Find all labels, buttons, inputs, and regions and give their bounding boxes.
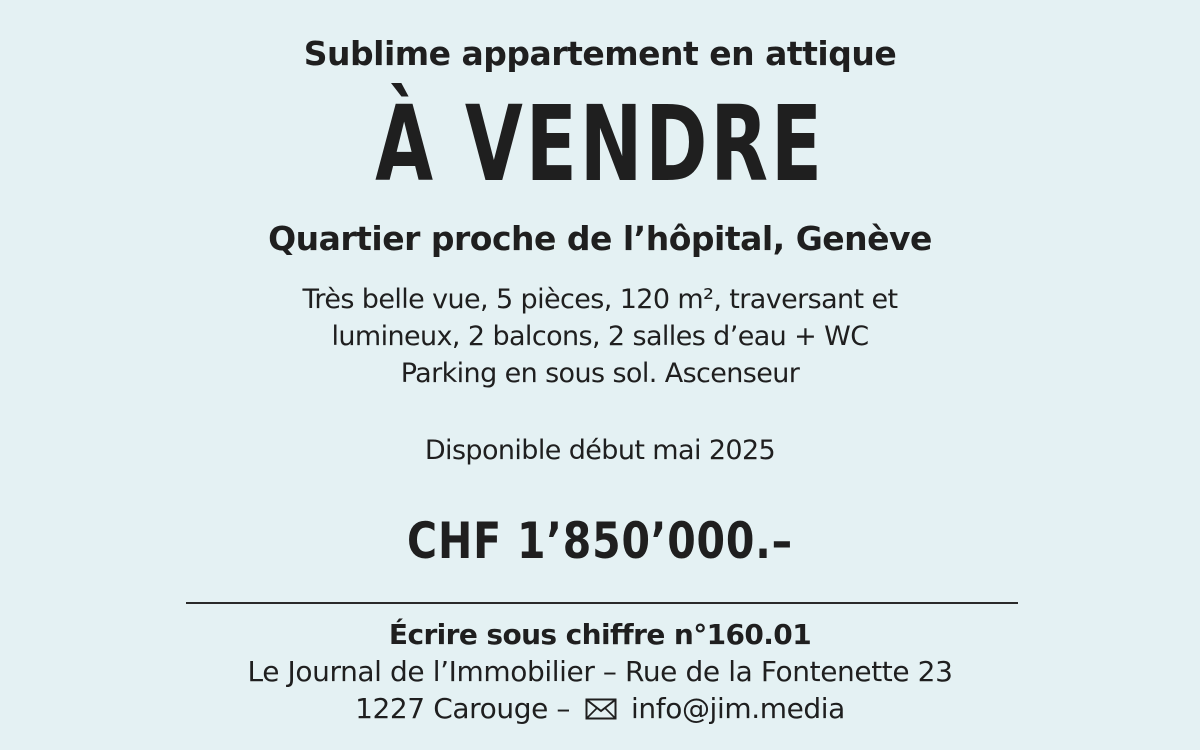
description-line: Très belle vue, 5 pièces, 120 m², traversant et <box>302 284 898 315</box>
ad-headline: À VENDRE <box>375 83 825 205</box>
description-line: lumineux, 2 balcons, 2 salles d’eau + WC <box>331 321 869 352</box>
envelope-icon <box>585 698 617 720</box>
availability-text: Disponible début mai 2025 <box>424 435 776 466</box>
email-link[interactable]: info@jim.media <box>631 692 845 725</box>
ad-subtitle: Sublime appartement en attique <box>303 34 897 73</box>
address-line: Le Journal de l’Immobilier – Rue de la Fontenette 23 <box>247 655 953 688</box>
cipher-reference: Écrire sous chiffre n°160.01 <box>388 618 812 651</box>
price: CHF 1’850’000.– <box>407 512 793 570</box>
contact-line <box>0 692 1200 725</box>
divider <box>186 602 1018 604</box>
ad-location: Quartier proche de l’hôpital, Genève <box>268 219 932 258</box>
city-text: 1227 Carouge – <box>355 692 571 725</box>
description-line: Parking en sous sol. Ascenseur <box>400 358 800 389</box>
